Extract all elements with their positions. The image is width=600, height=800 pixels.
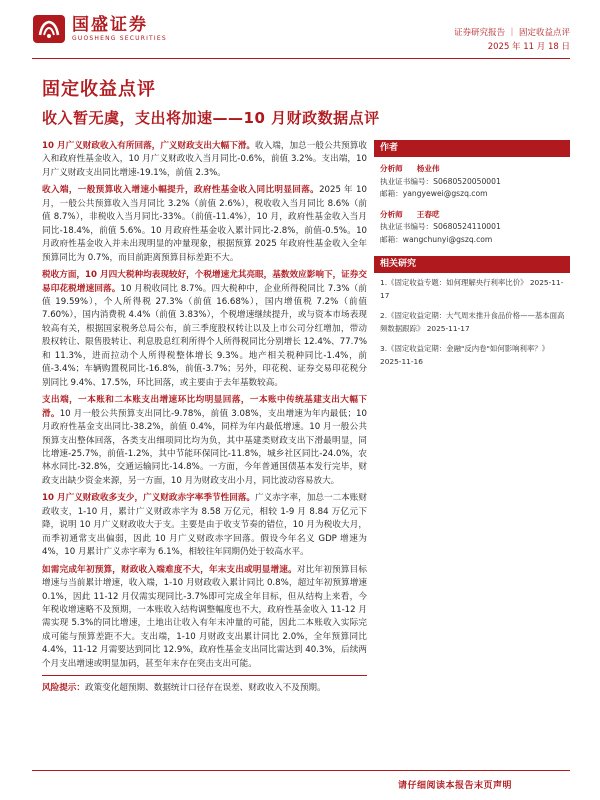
paragraph-text: 广义赤字率，加总一二本账财政收支，1-10 月，累计广义财政赤字为 8.58 万亿元，相较 1-9 月 8.84 万亿元下降，说明 10 月广义财政收大于支。主要是由于收支节奏的错位，10 月为税收大月，而季初通常支出偏弱，因此 10 月广义财政赤字回落。假设今年名义 GDP 增速为 4%，10 月累计广义赤字率为 6.1%，相较往年同期仍处于较高水平。 [42,493,367,558]
paragraph-text: 收入端，加总一般公共预算收入和政府性基金收入，10 月广义财政收入当月同比-0.6%，前值 3.2%。支出端，10 月广义财政支出同比增速-19.1%，前值 2.3%。 [42,141,367,178]
paragraph [42,564,367,672]
report-title: 收入暂无虞，支出将加速——10 月财政数据点评 [42,109,380,127]
related-heading: 相关研究 [374,256,570,272]
header-divider [32,58,570,59]
paragraph [42,394,367,488]
paragraph-highlight: 支出端，一本账和二本账支出增速环比均明显回落，一本账中传统基建支出大幅下滑。 [42,395,367,419]
analyst-name: 王春呓 [416,209,440,219]
report-date: 2025 年 11 月 18 日 [487,42,570,52]
analyst-role: 分析师 [380,209,403,219]
section-title: 固定收益点评 [42,79,156,100]
related-item[interactable]: 1.《固定收益专题：如何理解央行利率比价》 2025-11-17 [380,278,564,300]
paragraph [42,269,367,390]
related-research [374,256,570,368]
authors-heading: 作者 [374,140,570,156]
related-list [374,273,570,368]
sidebar [374,140,570,376]
paragraph-text: 10 月一般公共预算支出同比-9.78%，前值 3.08%，支出增速为年内最低；10 月政府性基金支出同比-38.2%，前值 0.4%，同样为年内最低增速。10 月一般公共预算支出整体回落，各类支出细项同比均为负，其中基建类财政支出下滑最明显，同比增速-25.7%，前值-1.2%，其中节能环保同比-11.8%，城乡社区同比-24.0%，农林水同比-32.8%，交通运输同比-14.8%。一方面，今年普通国债基本发行完毕，财政支出缺少资金来源，另一方面，10 月为财政支出小月，同比波动容易放大。 [42,408,367,486]
page-footer [0,770,600,800]
logo-name-en: GUOSHENG SECURITIES [72,34,167,42]
analyst-email[interactable]: 邮箱：wangchunyi@gszq.com [380,234,493,244]
paragraph [42,184,367,265]
main-body [42,140,367,700]
paragraph-highlight: 10 月广义财政收入有所回落，广义财政支出大幅下滑。 [42,141,256,151]
risk-text: 政策变化超预期、数据统计口径存在误差、财政收入不及预期。 [84,683,326,694]
paragraph [42,140,367,180]
analyst-cert: 执业证书编号：S0680524110001 [380,222,501,231]
risk-warning [42,682,367,695]
paragraph-text: 对比年初预算目标增速与当前累计增速，收入端，1-10 月财政收入累计同比 0.8%，超过年初预算增速 0.1%，因此 11-12 月仅需实现同比-3.7%即可完成全年目标，但从结构上来看，今年税收增速略不及预期，一本账收入结构调整幅度也不大，政府性基金收入 11-12 月需实现 5.3%的同比增速，土地出让收入有年末冲量的可能，因此二本账收入实际完成可能与预算差距不大。支出端，1-10 月财政支出累计同比 2.0%，全年预算同比 4.4%，11-12 月需要达到同比 12.9%，政府性基金支出同比需达到 40.3%，后续两个月支出增速或明显加码，甚至年末存在突击支出可能。 [42,564,367,669]
paragraph-text: 2025 年 10 月，一般公共预算收入当月同比 3.2%（前值 2.6%），税收收入当月同比 8.6%（前值 8.7%），非税收入当月同比-33%。（前值-11.4%），10 月，政府性基金收入当月同比-18.4%，前值 5.6%。10 月政府性基金收入累计同比-2.8%，前值-0.5%。10 月政府性基金收入并未出现明显的冲量现象，根据预算 2025 年政府性基金收入全年预算同比为 0.7%，而目前距离预算目标差距不大。 [42,185,367,263]
risk-divider [42,675,367,676]
paragraph-highlight: 税收方面，10 月四大税种均表现较好，个税增速尤其亮眼，基数效应影响下，证券交易印花税增速回落。 [42,270,367,294]
footer-divider [32,770,570,771]
page-header [0,0,600,58]
paragraph-highlight: 收入端，一般预算收入增速小幅提升，政府性基金收入同比明显回落。 [42,185,320,196]
paragraph-highlight: 如需完成年初预算，财政收入端难度不大，年末支出或明显增速。 [42,564,297,575]
analyst-cert: 执业证书编号：S0680520050001 [380,176,501,186]
logo-name-cn: 国盛证券 [72,14,148,35]
analyst-card [374,157,570,203]
related-item[interactable]: 2.《固定收益定期：大气周末推升食品价格——基本面高频数据跟踪》 2025-11-17 [380,311,565,333]
breadcrumb: 证券研究报告 ｜ 固定收益点评 [454,28,570,38]
company-logo [32,14,167,44]
analyst-role: 分析师 [380,164,403,173]
header-meta [454,26,570,54]
analyst-email[interactable]: 邮箱：yangyewei@gszq.com [380,189,488,198]
analyst-name: 杨业伟 [416,164,440,173]
footer-disclaimer: 请仔细阅读本报告末页声明 [397,781,512,791]
paragraph [42,492,367,559]
paragraph-text: 10 月税收同比 8.7%。四大税种中，企业所得税同比 7.3%（前值 19.59%），个人所得税 27.3%（前值 16.68%），国内增值税 7.2%（前值 7.60%），国内消费税 4.4%（前值 3.83%），个税增速继续提升，或与资本市场表现较高有关，根据国家税务总局公布，前三季度股权转让以及上市公司分红增加，带动股权转让、限售股转让、利息股息红利所得个人所得税同比分别增长 12.4%、77.7%和 11.3%，进而拉动个人所得税整体增长 9.3%。地产相关税种同比-1.4%，前值-3.4%；车辆购置税同比-16.8%，前值-3.7%；另外，印花税、证券交易印花税分别同比 9.4%、17.5%，环比回落，或主要由于去年基数较高。 [42,283,367,388]
analyst-card [374,203,570,249]
related-item[interactable]: 3.《固定收益定期：金融"反内卷"如何影响利率？》 2025-11-16 [380,344,550,366]
risk-label: 风险提示： [42,683,85,694]
paragraph-highlight: 10 月广义财政收多支少，广义财政赤字率季节性回落。 [42,493,256,504]
guosheng-logo-icon [32,14,66,44]
